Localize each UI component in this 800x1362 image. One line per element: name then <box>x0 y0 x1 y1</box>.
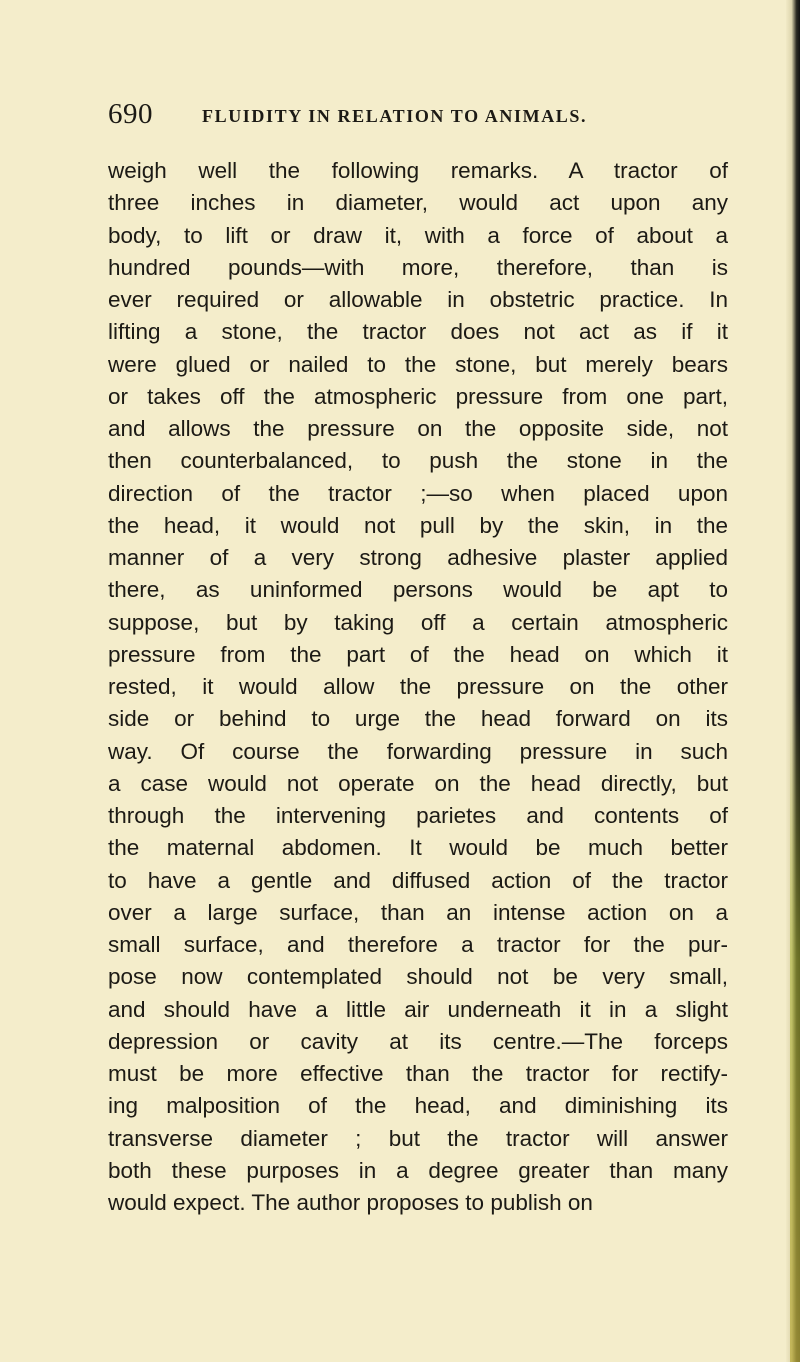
text-line: transverse diameter ; but the tractor will answer <box>108 1125 728 1151</box>
text-line: depression or cavity at its centre.—The forceps <box>108 1028 728 1054</box>
text-line: weigh well the following remarks. A tractor of <box>108 158 728 183</box>
text-line: through the intervening parietes and contents of <box>108 803 728 828</box>
body-text <box>108 155 728 1219</box>
text-line: over a large surface, than an intense action on a <box>108 899 728 925</box>
text-line: and allows the pressure on the opposite side, not <box>108 416 728 441</box>
text-line: pressure from the part of the head on which it <box>108 641 728 667</box>
text-line: suppose, but by taking off a certain atmospheric <box>108 609 728 635</box>
text-line: then counterbalanced, to push the stone in the <box>108 448 728 474</box>
text-line: the maternal abdomen. It would be much better <box>108 835 728 861</box>
text-line: three inches in diameter, would act upon any <box>108 190 728 216</box>
text-line: both these purposes in a degree greater than many <box>108 1157 728 1183</box>
text-line: a case would not operate on the head directly, but <box>108 770 728 796</box>
text-line: would expect. The author proposes to publish on <box>108 1190 593 1215</box>
text-line: or takes off the atmospheric pressure from one part, <box>108 383 728 409</box>
text-line: pose now contemplated should not be very small, <box>108 964 728 990</box>
text-line: direction of the tractor ;—so when placed upon <box>108 480 728 506</box>
page-number: 690 <box>108 98 153 130</box>
text-line: ever required or allowable in obstetric practice. In <box>108 287 728 312</box>
page-header <box>108 97 728 137</box>
text-line: to have a gentle and diffused action of the tractor <box>108 867 728 893</box>
text-line: were glued or nailed to the stone, but merely bears <box>108 351 728 377</box>
page-edge-tint <box>790 690 800 1362</box>
text-line: the head, it would not pull by the skin, in the <box>108 512 728 538</box>
text-line: must be more effective than the tractor for rectify- <box>108 1061 728 1086</box>
text-line: body, to lift or draw it, with a force of about a <box>108 222 728 248</box>
text-line: hundred pounds—with more, therefore, than is <box>108 254 728 280</box>
text-line: side or behind to urge the head forward on its <box>108 706 728 732</box>
text-line: way. Of course the forwarding pressure in such <box>108 738 728 764</box>
text-line: ing malposition of the head, and diminishing its <box>108 1093 728 1119</box>
text-line: and should have a little air underneath it in a slight <box>108 996 728 1022</box>
running-head: FLUIDITY IN RELATION TO ANIMALS. <box>202 106 588 126</box>
text-line: lifting a stone, the tractor does not act as if it <box>108 319 728 345</box>
text-line: rested, it would allow the pressure on the other <box>108 674 728 699</box>
text-line: small surface, and therefore a tractor for the pur- <box>108 932 728 957</box>
text-line: there, as uninformed persons would be apt to <box>108 577 728 603</box>
text-line: manner of a very strong adhesive plaster applied <box>108 545 728 570</box>
